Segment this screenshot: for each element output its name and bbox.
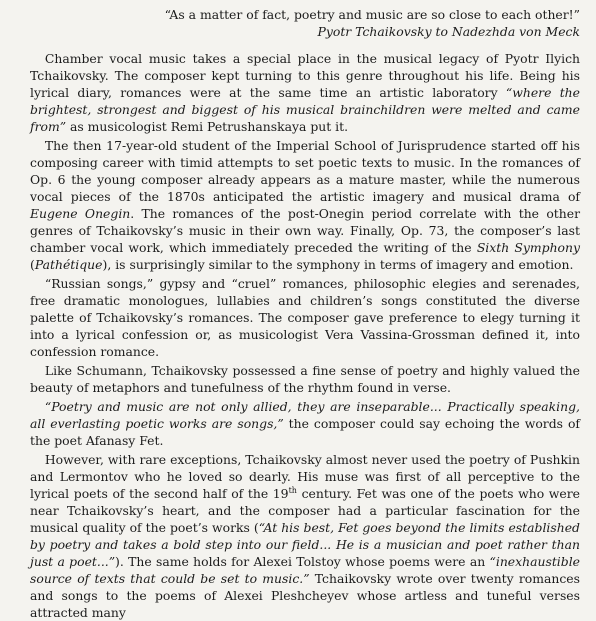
p6-text-end: Tchaikovsky wrote over twenty romances and songs to the poems of Alexei Pleshcheyev whose artless and tuneful verses attracted many xyxy=(30,571,580,620)
p2-paren-open: ( xyxy=(30,257,35,272)
p6-quote-tolstoy: “inexhaustible source of texts that could be set to music.” xyxy=(30,554,580,586)
p2-text-end: ), is surprisingly similar to the symphony in terms of imagery and emotion. xyxy=(102,257,574,272)
paragraph-4: Like Schumann, Tchaikovsky possessed a fine sense of poetry and highly valued the beauty of metaphors and tunefulness of the rhythm found in verse. xyxy=(30,363,580,395)
paragraph-1 xyxy=(30,50,580,135)
p6-text-2: century. Fet was one of the poets who were near Tchaikovsky’s heart, and the composer had a particular fascination for the musical quality of the poet’s works ( xyxy=(30,486,581,535)
p2-title-sixth-symphony: Sixth Symphony xyxy=(476,240,580,255)
paragraph-5 xyxy=(30,398,580,449)
p2-title-pathetique: Pathétique xyxy=(34,257,103,272)
p5-quote: “Poetry and music are not only allied, they are inseparable... Practically speaking, all everlasting poetic works are songs,” xyxy=(30,399,580,431)
p2-text: The then 17-year-old student of the Imperial School of Jurisprudence started off his composing career with timid attempts to set poetic texts to music. In the romances of Op. 6 the young composer already appears as a mature master, while the numerous vocal pieces of the 1870s anticipated the artistic imagery and musical drama of xyxy=(30,138,580,204)
paragraph-3: “Russian songs,” gypsy and “cruel” romances, philosophic elegies and serenades, free dramatic monologues, lullabies and children’s songs constituted the diverse palette of Tchaikovsky’s romances. The composer gave preference to elegy turning it into a lyrical confession or, as musicologist Vera Vassina-Grossman defined it, into confession romance. xyxy=(30,276,580,359)
p2-text-2: . The romances of the post-Onegin period correlate with the other genres of Tchaikovsky’s music in their own way. Finally, Op. 73, the composer’s last chamber vocal work, which immediately preceded the writing of the xyxy=(30,206,580,255)
epigraph xyxy=(30,6,580,40)
p5-text: the composer could say echoing the words of the poet Afanasy Fet. xyxy=(30,416,580,448)
epigraph-attribution: Pyotr Tchaikovsky to Nadezhda von Meck xyxy=(317,24,580,39)
epigraph-quote: “As a matter of fact, poetry and music are so close to each other!” xyxy=(164,7,580,22)
p6-superscript: th xyxy=(288,485,297,495)
p1-text: Chamber vocal music takes a special place in the musical legacy of Pyotr Ilyich Tchaikovsky. The composer kept turning to this genre throughout his life. Being his lyrical diary, romances were at the same time an artistic laboratory xyxy=(30,51,580,100)
p2-title-onegin: Eugene Onegin xyxy=(30,206,131,221)
p6-text: However, with rare exceptions, Tchaikovsky almost never used the poetry of Pushkin and Lermontov who he loved so dearly. His muse was first of all perceptive to the lyrical poets of the second half of the 19 xyxy=(30,452,580,501)
p6-quote-fet: “At his best, Fet goes beyond the limits established by poetry and takes a bold step into our field... He is a musician and poet rather than just a poet...” xyxy=(30,520,580,569)
article-body xyxy=(30,50,580,621)
p6-text-3: ). The same holds for Alexei Tolstoy whose poems were an xyxy=(115,554,490,569)
p1-text-end: as musicologist Remi Petrushanskaya put it. xyxy=(66,119,349,134)
paragraph-2 xyxy=(30,137,580,273)
p1-quote: “where the brightest, strongest and biggest of his musical brainchildren were melted and came from” xyxy=(30,85,580,134)
paragraph-6 xyxy=(30,451,580,621)
